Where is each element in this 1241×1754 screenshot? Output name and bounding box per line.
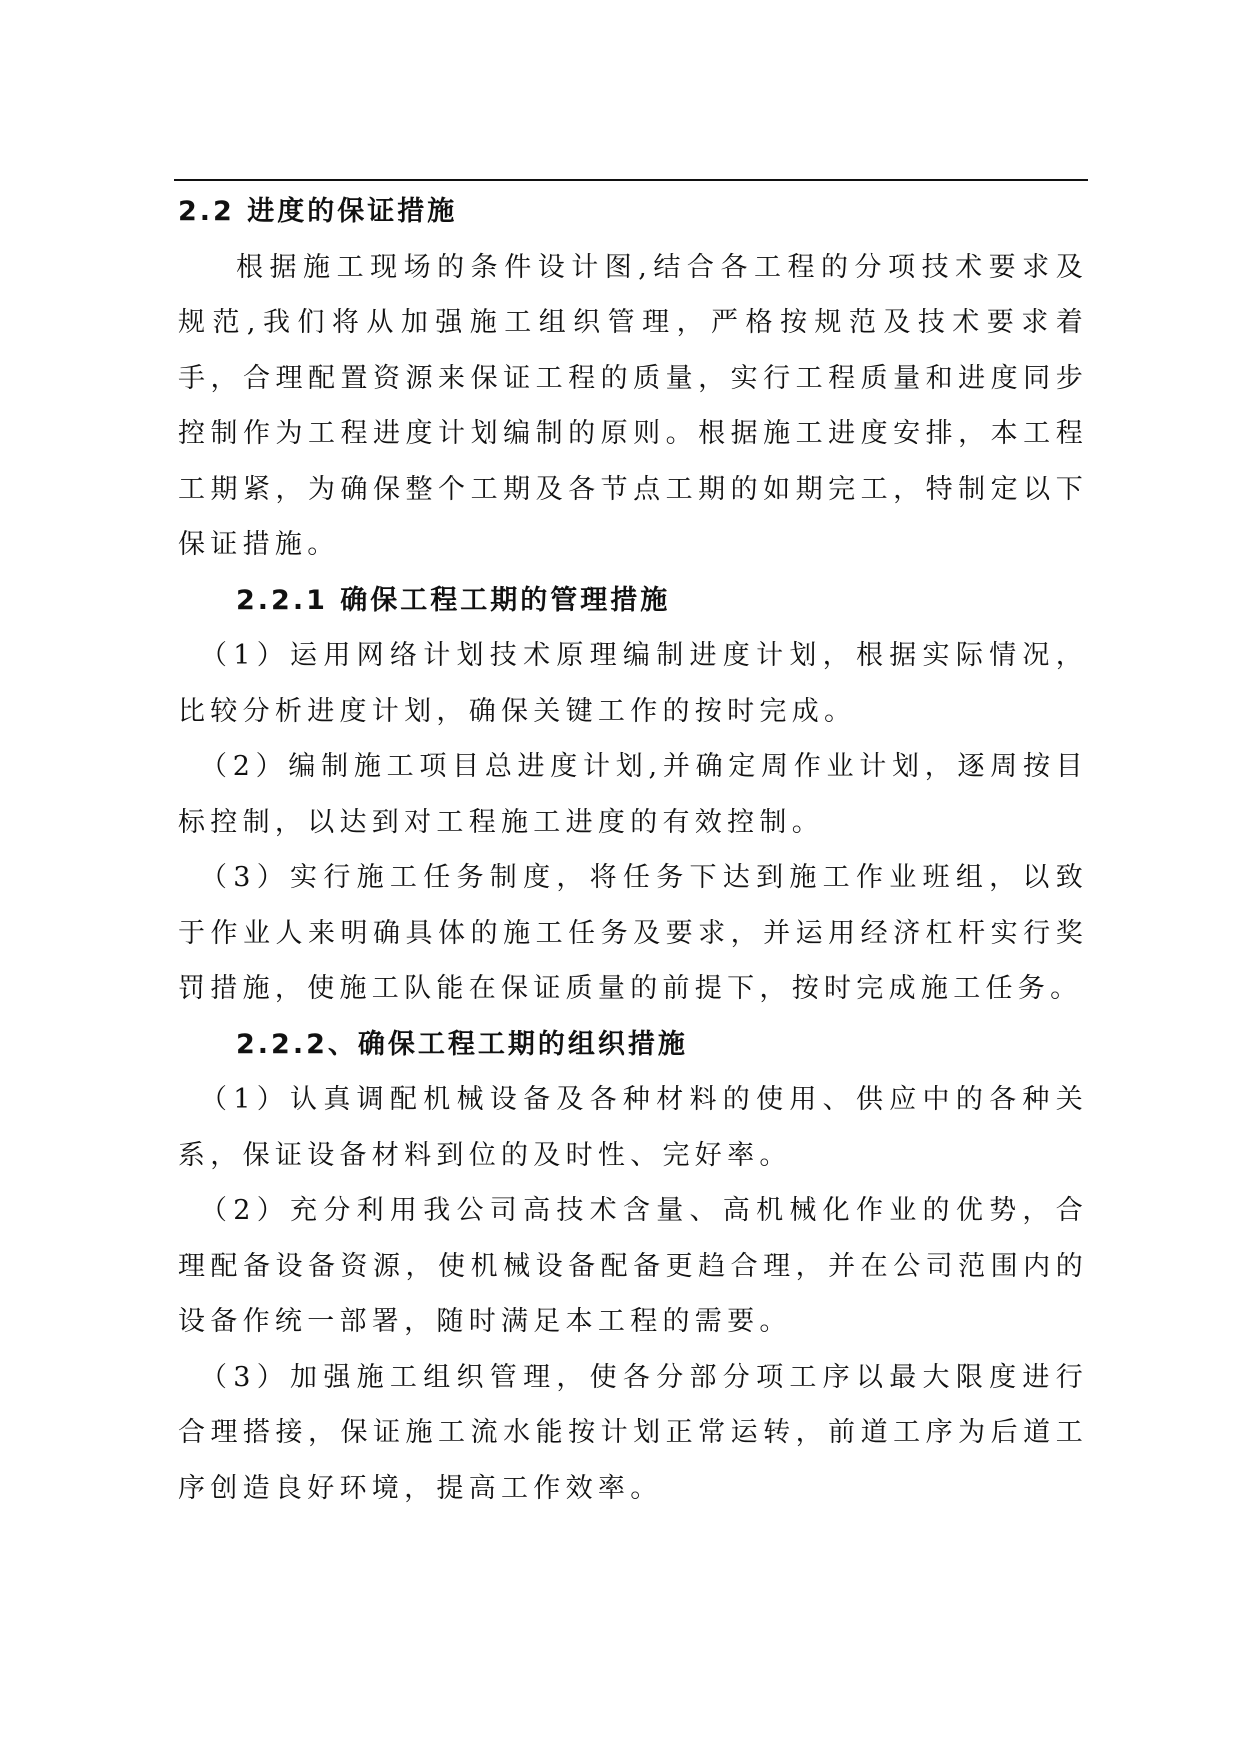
intro-paragraph: 根据施工现场的条件设计图,结合各工程的分项技术要求及规范,我们将从加强施工组织管理，严格按规范及技术要求着手，合理配置资源来保证工程的质量，实行工程质量和进度同步控制作为工程进度计划编制的原则。根据施工进度安排，本工程工期紧，为确保整个工期及各节点工期的如期完工，特制定以下保证措施。: [178, 251, 1088, 560]
management-measure-1: （1）运用网络计划技术原理编制进度计划，根据实际情况，比较分析进度计划，确保关键工作的按时完成。: [178, 640, 1088, 727]
subsection-1-heading: 2.2.1 确保工程工期的管理措施: [236, 584, 671, 616]
organization-measure-1: （1）认真调配机械设备及各种材料的使用、供应中的各种关系，保证设备材料到位的及时性、完好率。: [178, 1084, 1088, 1171]
organization-measure-3: （3）加强施工组织管理，使各分部分项工序以最大限度进行合理搭接，保证施工流水能按计划正常运转，前道工序为后道工序创造良好环境，提高工作效率。: [178, 1361, 1088, 1504]
section-heading: 2.2 进度的保证措施: [178, 196, 458, 227]
management-measure-3: （3）实行施工任务制度，将任务下达到施工作业班组，以致于作业人来明确具体的施工任务及要求，并运用经济杠杆实行奖罚措施，使施工队能在保证质量的前提下，按时完成施工任务。: [178, 862, 1088, 1004]
header-rule: [174, 179, 1088, 181]
organization-measure-2: （2）充分利用我公司高技术含量、高机械化作业的优势，合理配备设备资源，使机械设备配备更趋合理，并在公司范围内的设备作统一部署，随时满足本工程的需要。: [178, 1195, 1088, 1337]
subsection-2-heading: 2.2.2、确保工程工期的组织措施: [236, 1028, 688, 1060]
management-measure-2: （2）编制施工项目总进度计划,并确定周作业计划，逐周按目标控制，以达到对工程施工进度的有效控制。: [178, 751, 1088, 838]
page-content: [178, 184, 1088, 1516]
